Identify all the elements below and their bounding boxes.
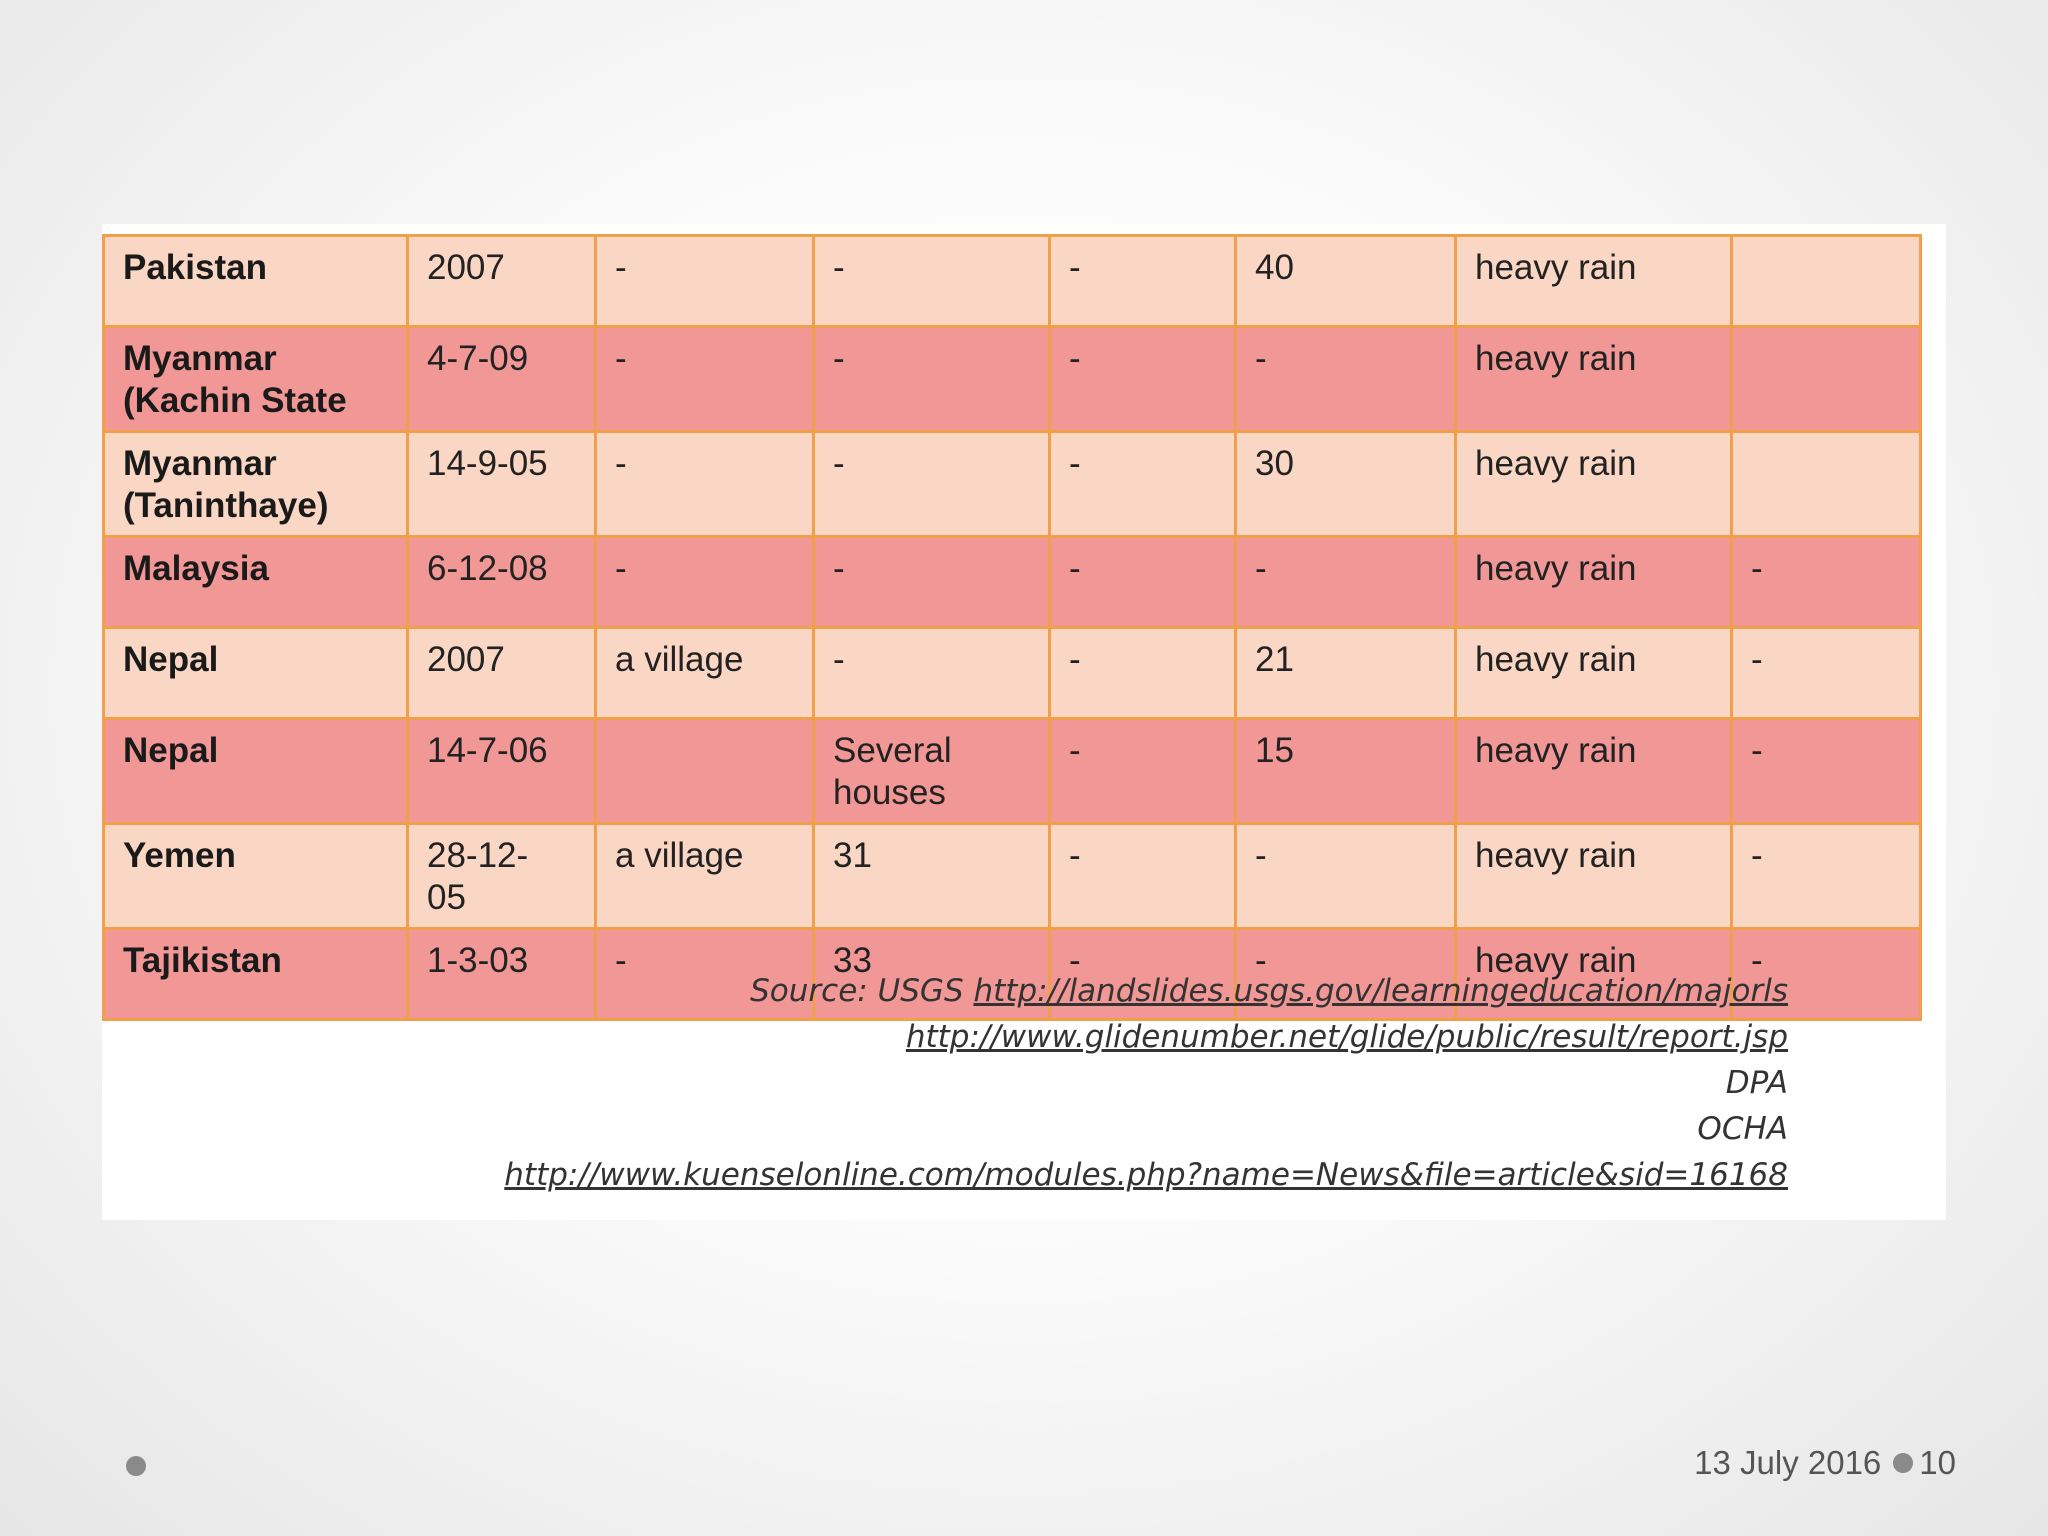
table-cell: -: [1050, 824, 1236, 929]
source-line-kuensel: [504, 1152, 1788, 1198]
slide-footer: [1694, 1444, 1956, 1482]
table-cell: -: [1050, 432, 1236, 537]
table-cell: -: [1050, 628, 1236, 719]
table-cell: -: [1732, 929, 1921, 1020]
table-cell: [1732, 432, 1921, 537]
table-cell: a village: [596, 824, 814, 929]
table-cell: -: [1050, 236, 1236, 327]
source-line-glide: [504, 1014, 1788, 1060]
table-cell: -: [1236, 929, 1456, 1020]
country-cell: Pakistan: [104, 236, 408, 327]
country-cell: Malaysia: [104, 537, 408, 628]
table-cell: heavy rain: [1456, 236, 1732, 327]
table-cell: -: [814, 236, 1050, 327]
table-cell: -: [596, 432, 814, 537]
table-cell: 14-7-06: [408, 719, 596, 824]
table-cell: -: [596, 929, 814, 1020]
table-cell: -: [596, 537, 814, 628]
table-cell: -: [596, 236, 814, 327]
table-cell: -: [1732, 537, 1921, 628]
table-cell: heavy rain: [1456, 929, 1732, 1020]
table-cell: 15: [1236, 719, 1456, 824]
landslide-table: [102, 234, 1922, 1021]
footer-bullet-right: [1893, 1453, 1913, 1473]
source-prefix: Source: USGS: [750, 973, 974, 1009]
table-body: [104, 236, 1921, 1020]
table-cell: a village: [596, 628, 814, 719]
table-row: [104, 628, 1921, 719]
table-cell: -: [1050, 929, 1236, 1020]
slide-content-panel: [102, 224, 1946, 1220]
table-cell: [1732, 236, 1921, 327]
table-row: [104, 537, 1921, 628]
table-row: [104, 432, 1921, 537]
sources-block: [504, 968, 1788, 1198]
usgs-link[interactable]: http://landslides.usgs.gov/learningeducation/majorls: [973, 973, 1788, 1009]
glide-link[interactable]: http://www.glidenumber.net/glide/public/result/report.jsp: [905, 1019, 1788, 1055]
table-cell: -: [1050, 537, 1236, 628]
table-cell: -: [596, 327, 814, 432]
country-cell: Tajikistan: [104, 929, 408, 1020]
table-cell: heavy rain: [1456, 537, 1732, 628]
country-cell: Nepal: [104, 628, 408, 719]
footer-bullet-left: [126, 1456, 146, 1476]
table-cell: 30: [1236, 432, 1456, 537]
table-cell: -: [814, 327, 1050, 432]
table-cell: heavy rain: [1456, 824, 1732, 929]
country-cell: Myanmar (Taninthaye): [104, 432, 408, 537]
table-row: [104, 719, 1921, 824]
footer-date: 13 July 2016: [1694, 1444, 1882, 1481]
table-cell: -: [1050, 719, 1236, 824]
table-cell: 14-9-05: [408, 432, 596, 537]
table-cell: 2007: [408, 628, 596, 719]
page-number: 10: [1919, 1444, 1956, 1481]
table-cell: -: [814, 432, 1050, 537]
table-cell: -: [814, 628, 1050, 719]
country-cell: Yemen: [104, 824, 408, 929]
country-cell: Myanmar (Kachin State: [104, 327, 408, 432]
table-cell: -: [1732, 628, 1921, 719]
kuensel-link[interactable]: http://www.kuenselonline.com/modules.php?name=News&file=article&sid=16168: [504, 1157, 1788, 1193]
table-cell: -: [1050, 327, 1236, 432]
table-row: [104, 824, 1921, 929]
table-cell: [1732, 327, 1921, 432]
table-row: [104, 236, 1921, 327]
table-cell: 40: [1236, 236, 1456, 327]
table-cell: 21: [1236, 628, 1456, 719]
table-cell: heavy rain: [1456, 432, 1732, 537]
source-dpa: DPA: [1725, 1065, 1788, 1101]
table-cell: 28-12- 05: [408, 824, 596, 929]
source-ocha: OCHA: [1697, 1111, 1788, 1147]
table-cell: -: [1732, 824, 1921, 929]
table-cell: -: [1236, 327, 1456, 432]
table-cell: -: [1732, 719, 1921, 824]
table-cell: -: [1236, 537, 1456, 628]
table-cell: -: [814, 537, 1050, 628]
table-cell: 4-7-09: [408, 327, 596, 432]
table-cell: -: [1236, 824, 1456, 929]
country-cell: Nepal: [104, 719, 408, 824]
table-cell: Several houses: [814, 719, 1050, 824]
table-cell: heavy rain: [1456, 628, 1732, 719]
table-row: [104, 327, 1921, 432]
table-cell: 33: [814, 929, 1050, 1020]
table-cell: heavy rain: [1456, 327, 1732, 432]
table-cell: heavy rain: [1456, 719, 1732, 824]
table-cell: 1-3-03: [408, 929, 596, 1020]
table-cell: 6-12-08: [408, 537, 596, 628]
source-line-usgs: [504, 968, 1788, 1014]
table-cell: 2007: [408, 236, 596, 327]
table-cell: 31: [814, 824, 1050, 929]
table-cell: [596, 719, 814, 824]
